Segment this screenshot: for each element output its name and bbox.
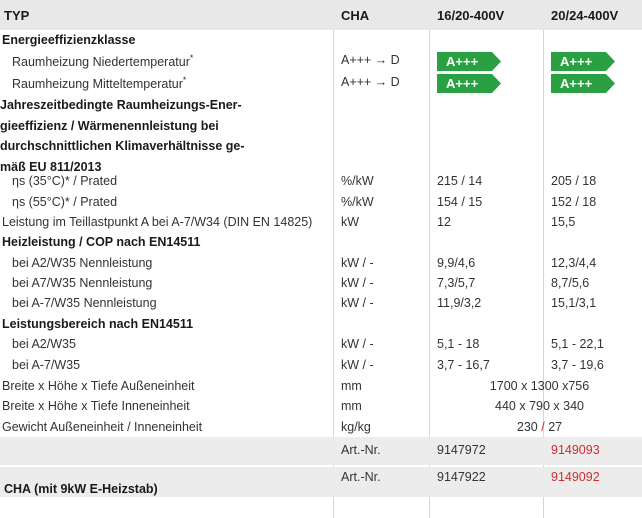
energy-label-badge: A+++ — [437, 74, 501, 93]
row-value-2: 152 / 18 — [551, 195, 597, 209]
section-power-range: Leistungsbereich nach EN14511 — [2, 317, 194, 331]
row-unit: Art.-Nr. — [341, 470, 381, 484]
header-cha: CHA — [341, 8, 370, 23]
row-label: bei A2/W35 — [12, 337, 76, 351]
article-number-1: 9147972 — [437, 443, 486, 457]
row-value-1: 215 / 14 — [437, 174, 483, 188]
row-unit: kW / - — [341, 358, 374, 372]
energy-label-badge: A+++ — [551, 74, 615, 93]
row-unit: kW / - — [341, 296, 374, 310]
row-value-1: 154 / 15 — [437, 195, 483, 209]
energy-range: A+++ → D — [341, 75, 400, 89]
row-label: ηs (35°C)* / Prated — [12, 174, 118, 188]
article-band — [0, 437, 642, 465]
header-model-1: 16/20-400V — [437, 8, 505, 23]
row-value-2: 205 / 18 — [551, 174, 597, 188]
row-unit: kW / - — [341, 337, 374, 351]
row-value-1: 11,9/3,2 — [437, 296, 482, 310]
row-label: Leistung im Teillastpunkt A bei A-7/W34 (DIN EN 14825) — [2, 215, 313, 229]
row-value-span: 1700 x 1300 x756 — [489, 379, 590, 393]
row-label: bei A7/W35 Nennleistung — [12, 276, 153, 290]
row-label: Breite x Höhe x Tiefe Inneneinheit — [2, 399, 190, 413]
row-unit: %/kW — [341, 174, 374, 188]
energy-label-badge: A+++ — [437, 52, 501, 71]
table-header — [0, 0, 642, 30]
row-value-2: 12,3/4,4 — [551, 256, 597, 270]
article-number-1: 9147922 — [437, 470, 486, 484]
section-energy-class: Energieeffizienzklasse — [2, 33, 136, 47]
row-label: bei A-7/W35 — [12, 358, 81, 372]
row-unit: kW / - — [341, 256, 374, 270]
row-value-2: 15,5 — [551, 215, 576, 229]
row-value-2: 5,1 - 22,1 — [551, 337, 604, 351]
row-label: Breite x Höhe x Tiefe Außeneinheit — [2, 379, 195, 393]
row-value-2: 3,7 - 19,6 — [551, 358, 604, 372]
row-unit: Art.-Nr. — [341, 443, 381, 457]
row-unit: kg/kg — [341, 420, 371, 434]
row-value-span: 440 x 790 x 340 — [495, 399, 584, 413]
row-unit: mm — [341, 379, 362, 393]
header-model-2: 20/24-400V — [551, 8, 619, 23]
row-value-1: 3,7 - 16,7 — [437, 358, 490, 372]
row-unit: mm — [341, 399, 362, 413]
row-unit: kW — [341, 215, 360, 229]
row-value-1: 5,1 - 18 — [437, 337, 480, 351]
row-label: bei A2/W35 Nennleistung — [12, 256, 153, 270]
row-value-1: 12 — [437, 215, 451, 229]
energy-range: A+++ → D — [341, 53, 400, 67]
row-label: Gewicht Außeneinheit / Inneneinheit — [2, 420, 203, 434]
row-value-span: 230 / 27 — [516, 420, 563, 434]
energy-label-badge: A+++ — [551, 52, 615, 71]
section-heating-output: Heizleistung / COP nach EN14511 — [2, 235, 201, 249]
variant-label: CHA (mit 9kW E-Heizstab) — [4, 482, 158, 496]
row-label: Raumheizung Mitteltemperatur* — [12, 75, 187, 92]
row-label: bei A-7/W35 Nennleistung — [12, 296, 157, 310]
row-label: Raumheizung Niedertemperatur* — [12, 53, 194, 70]
article-number-2: 9149093 — [551, 443, 600, 457]
article-number-2: 9149092 — [551, 470, 600, 484]
header-typ: TYP — [4, 8, 30, 23]
row-unit: %/kW — [341, 195, 374, 209]
row-value-2: 15,1/3,1 — [551, 296, 597, 310]
row-label: ηs (55°C)* / Prated — [12, 195, 118, 209]
row-value-1: 9,9/4,6 — [437, 256, 476, 270]
row-value-2: 8,7/5,6 — [551, 276, 590, 290]
row-unit: kW / - — [341, 276, 374, 290]
row-value-1: 7,3/5,7 — [437, 276, 476, 290]
section-seasonal-efficiency: Jahreszeitbedingte Raumheizungs-Ener- gieeffizienz / Wärmenennleistung bei durchschnittlichen Klimaverhältnisse ge- mäß EU 811/2013 — [0, 98, 245, 174]
